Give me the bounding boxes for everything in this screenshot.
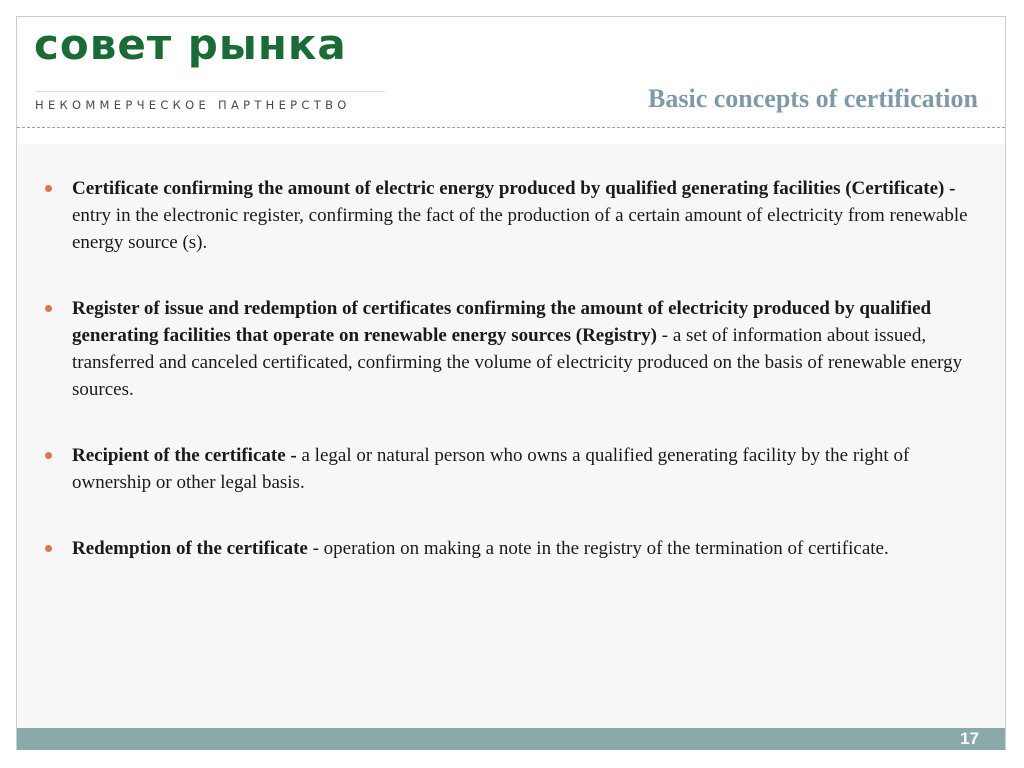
slide-title: Basic concepts of certification [648, 84, 978, 113]
definition: - operation on making a note in the registry of the termination of certificate. [307, 538, 889, 559]
logo-wordmark: совет рынка [34, 20, 347, 69]
bullet-dot-icon [45, 545, 52, 552]
list-item [45, 295, 975, 403]
term: Register of issue and redemption of certificates confirming the amount of electricity produced by qualified generating facilities that operate on renewable energy sources (Registry) [72, 298, 932, 346]
content-area [17, 144, 1005, 728]
term: Recipient of the certificate - [72, 445, 302, 466]
bullet-dot-icon [45, 452, 52, 459]
definition: - a set of information about issued, transferred and canceled certificated, confirming the volume of electricity produced on the basis of renewable energy sources. [72, 325, 963, 400]
list-item [45, 175, 975, 256]
definition-list [45, 175, 975, 601]
list-item [45, 442, 975, 496]
header-divider [17, 127, 1005, 128]
definition: entry in the electronic register, confirming the fact of the production of a certain amount of electricity from renewable energy source (s). [72, 205, 968, 253]
term: Redemption of the certificate [72, 538, 308, 559]
logo-tagline: НЕКОММЕРЧЕСКОЕ ПАРТНЕРСТВО [35, 98, 351, 112]
definition: a legal or natural person who owns a qualified generating facility by the right of ownership or other legal basis. [72, 445, 910, 493]
bullet-dot-icon [45, 305, 52, 312]
logo-divider [35, 91, 385, 92]
bullet-dot-icon [45, 185, 52, 192]
list-item [45, 535, 975, 562]
footer-bar [17, 728, 1005, 750]
page-number: 17 [960, 729, 979, 748]
term: Certificate confirming the amount of electric energy produced by qualified generating facilities (Certificate) - [72, 178, 956, 199]
